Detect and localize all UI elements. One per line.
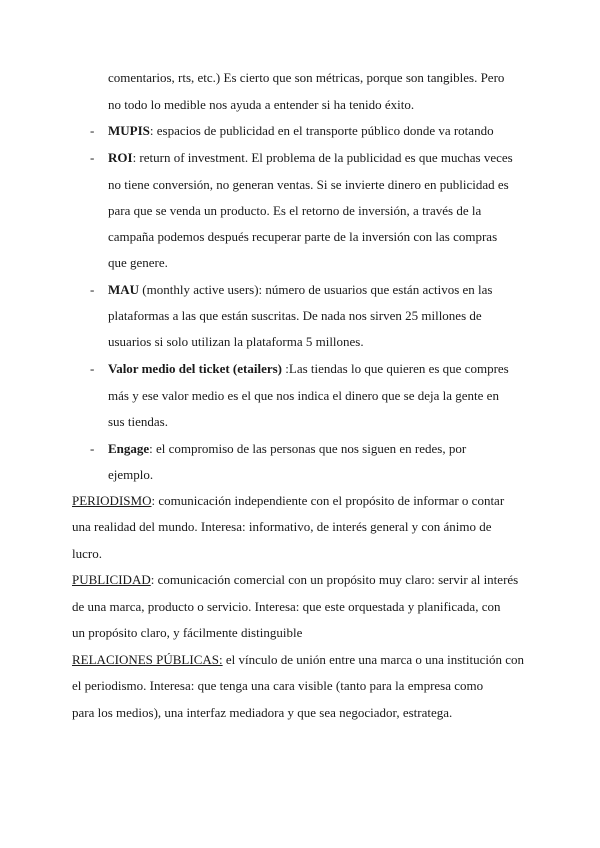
bullet-term-mupis: MUPIS xyxy=(108,123,150,138)
bullet-term-engage: Engage xyxy=(108,441,150,456)
definition-rrpp-line-2: el periodismo. Interesa: que tenga una cara visible (tanto para la empresa como xyxy=(72,678,484,693)
bullet-mau-line-1: MAU (monthly active users): número de usuarios que están activos en las xyxy=(108,282,493,297)
bullet-mau-line-2: plataformas a las que están suscritas. De nada nos sirven 25 millones de xyxy=(108,308,482,323)
bullet-marker: - xyxy=(90,123,95,138)
bullet-ticket-line-2: más y ese valor medio es el que nos indica el dinero que se deja la gente en xyxy=(108,388,499,403)
definition-publicidad-line-2: de una marca, producto o servicio. Interesa: que este orquestada y planificada, con xyxy=(72,599,501,614)
bullet-term-mau: MAU xyxy=(108,282,140,297)
definition-periodismo-line-3: lucro. xyxy=(72,546,102,561)
bullet-ticket-line-1: Valor medio del ticket (etailers) :Las tiendas lo que quieren es que compres xyxy=(108,361,509,376)
definition-rrpp-line-1: RELACIONES PÚBLICAS: el vínculo de unión entre una marca o una institución con xyxy=(72,652,525,667)
definition-publicidad-line-1: PUBLICIDAD: comunicación comercial con un propósito muy claro: servir al interés xyxy=(72,572,519,587)
bullet-roi-line-3: para que se venda un producto. Es el retorno de inversión, a través de la xyxy=(108,203,482,218)
definition-term-periodismo: PERIODISMO xyxy=(72,493,152,508)
bullet-roi-line-2: no tiene conversión, no generan ventas. Si se invierte dinero en publicidad es xyxy=(108,177,509,192)
bullet-marker: - xyxy=(90,361,95,376)
bullet-roi-line-5: que genere. xyxy=(108,255,168,270)
bullet-marker: - xyxy=(90,441,95,456)
bullet-mau-line-3: usuarios si solo utilizan la plataforma 5 millones. xyxy=(108,334,364,349)
bullet-ticket-line-3: sus tiendas. xyxy=(108,414,168,429)
bullet-term-ticket: Valor medio del ticket (etailers) xyxy=(108,361,283,376)
bullet-engage-line-1: Engage: el compromiso de las personas que nos siguen en redes, por xyxy=(108,441,467,456)
bullet-marker: - xyxy=(90,150,95,165)
definition-periodismo-line-2: una realidad del mundo. Interesa: informativo, de interés general y con ánimo de xyxy=(72,519,492,534)
definition-rrpp-line-3: para los medios), una interfaz mediadora y que sea negociador, estratega. xyxy=(72,705,453,720)
bullet-mupis-line-1: MUPIS: espacios de publicidad en el transporte público donde va rotando xyxy=(108,123,494,138)
intro-line-1: comentarios, rts, etc.) Es cierto que son métricas, porque son tangibles. Pero xyxy=(108,70,505,85)
bullet-engage-line-2: ejemplo. xyxy=(108,467,154,482)
definition-publicidad-line-3: un propósito claro, y fácilmente distinguible xyxy=(72,625,303,640)
definition-term-rrpp: RELACIONES PÚBLICAS: xyxy=(72,652,223,667)
bullet-term-roi: ROI xyxy=(108,150,133,165)
bullet-marker: - xyxy=(90,282,95,297)
intro-line-2: no todo lo medible nos ayuda a entender si ha tenido éxito. xyxy=(108,97,415,112)
bullet-roi-line-1: ROI: return of investment. El problema de la publicidad es que muchas veces xyxy=(108,150,513,165)
definition-term-publicidad: PUBLICIDAD xyxy=(72,572,151,587)
bullet-roi-line-4: campaña podemos después recuperar parte de la inversión con las compras xyxy=(108,229,498,244)
definition-periodismo-line-1: PERIODISMO: comunicación independiente con el propósito de informar o contar xyxy=(72,493,505,508)
